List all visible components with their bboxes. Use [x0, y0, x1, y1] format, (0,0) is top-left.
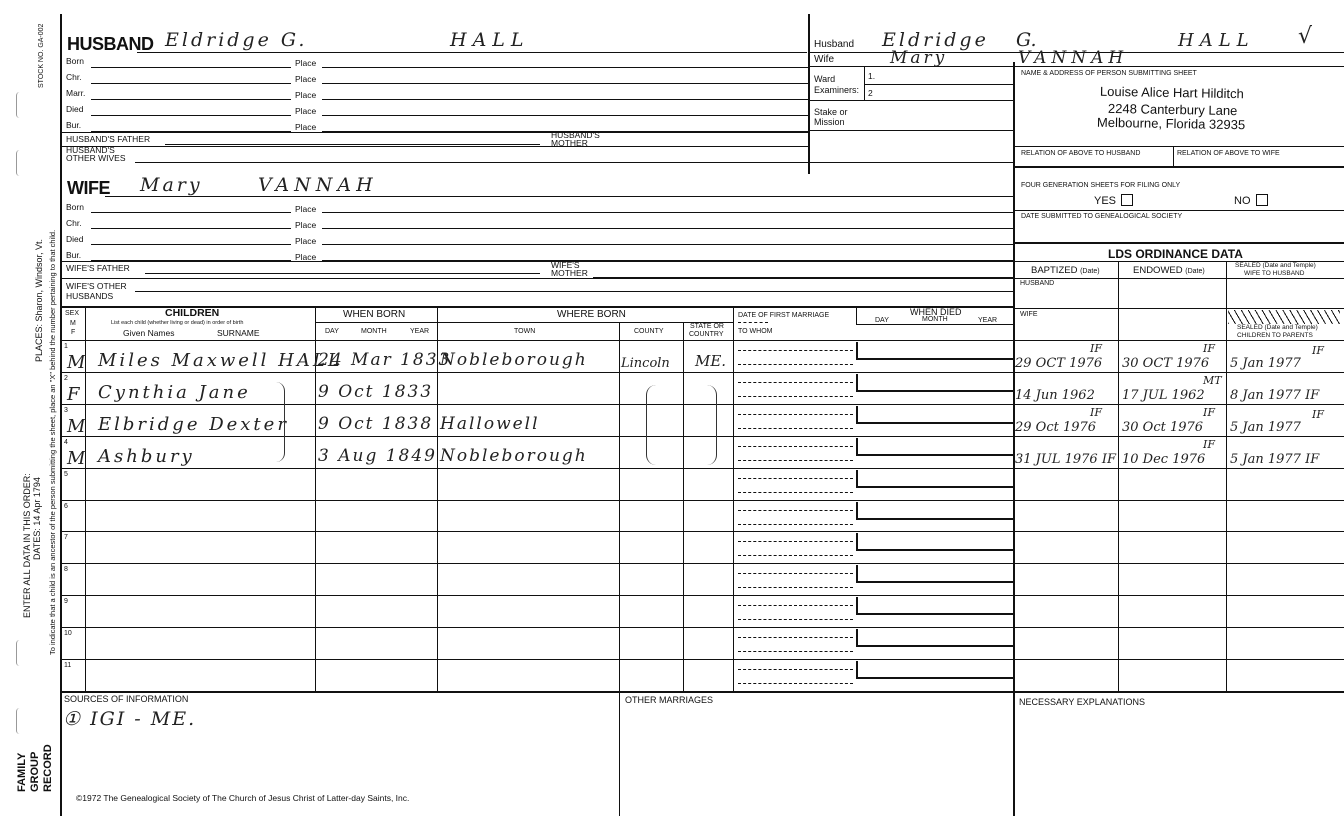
ditto-bracket [706, 385, 717, 465]
rt-wife-given: Mary [890, 48, 948, 68]
wife-2-place-line [322, 244, 1013, 245]
child-sex: M [67, 352, 86, 373]
husband-3-place-line [322, 115, 809, 116]
marriage-date-dash [738, 350, 853, 351]
to-whom-dash [738, 364, 853, 365]
born-day-label: DAY [325, 328, 339, 335]
child-endowed-tag: IF [1203, 405, 1215, 419]
child-sex: F [67, 383, 80, 405]
child-sealed-tag: IF [1312, 344, 1324, 357]
to-whom-label: TO WHOM [738, 328, 773, 335]
child-number: 9 [64, 598, 68, 606]
wife-0-place-label: Place [295, 204, 317, 214]
to-whom-dash [738, 555, 853, 556]
dates-note: DATES: 14 Apr 1794 [32, 477, 42, 560]
table-row [60, 563, 1344, 595]
table-row [60, 468, 1344, 500]
punch-hole [16, 640, 23, 666]
examiner-num-1: 1. [868, 71, 876, 81]
husband-parents-divider [60, 146, 809, 147]
county-label: COUNTY [634, 328, 664, 335]
to-whom-dash [738, 492, 853, 493]
wife-event-line [60, 261, 1013, 262]
died-box [856, 597, 1014, 615]
marriage-date-dash [738, 446, 853, 447]
wife-0-label: Born [66, 202, 84, 212]
wife-0-place-line [322, 212, 1013, 213]
husband-1-place-label: Place [295, 74, 317, 84]
punch-hole [16, 92, 23, 118]
husband-0-date-line [91, 67, 291, 68]
husband-mother-label-1: HUSBAND'S [551, 130, 600, 140]
wife-mother-label-1: WIFE'S [551, 260, 580, 270]
to-whom-dash [738, 619, 853, 620]
husband-4-label: Bur. [66, 120, 82, 130]
child-number: 1 [64, 343, 68, 350]
wife-1-place-label: Place [295, 220, 317, 230]
surname-label: SURNAME [217, 328, 260, 338]
relation-divider [1173, 146, 1174, 166]
when-born-label: WHEN BORN [343, 309, 406, 320]
baptized-text: BAPTIZED [1031, 265, 1078, 276]
to-whom-dash [738, 683, 853, 684]
sealed-hatch [1228, 310, 1340, 324]
yes-checkbox[interactable] [1121, 194, 1133, 206]
wife-given-name: Mary [140, 174, 203, 196]
child-number: 8 [64, 566, 68, 574]
sources-label: SOURCES OF INFORMATION [64, 694, 189, 704]
died-box [856, 661, 1014, 679]
husband-0-place-label: Place [295, 58, 317, 68]
wife-other-husbands-line [135, 291, 1013, 292]
wife-mother-label-2: MOTHER [551, 268, 588, 278]
marriage-date-dash [738, 541, 853, 542]
died-year-label: YEAR [978, 317, 998, 324]
examiners-label: Examiners: [814, 85, 860, 95]
given-names-label: Given Names [123, 328, 175, 338]
submitter-line-3: Melbourne, Florida 32935 [1096, 114, 1246, 133]
died-box [856, 565, 1014, 583]
husband-name-line [137, 52, 807, 53]
no-checkbox[interactable] [1256, 194, 1268, 206]
table-row [60, 531, 1344, 563]
table-row [60, 595, 1344, 627]
sources-value: ① IGI - ME. [63, 708, 197, 730]
child-county: Lincoln [621, 356, 670, 371]
child-sealed-tag: IF [1312, 407, 1324, 421]
center-divider [808, 14, 810, 174]
child-endowed: 10 Dec 1976 [1122, 451, 1206, 467]
relation-bottom [1013, 166, 1344, 168]
child-number: 4 [64, 438, 68, 446]
family-group-record-2: GROUP [29, 751, 41, 792]
marriage-date-dash [738, 637, 853, 638]
husband-event-line [60, 132, 809, 133]
sealed-ctp-label-2: CHILDREN TO PARENTS [1237, 332, 1313, 339]
died-box [856, 629, 1014, 647]
four-gen-bottom [1013, 210, 1344, 211]
child-name: Ashbury [98, 445, 195, 467]
sex-label: SEX [65, 310, 80, 317]
child-endowed-tag: IF [1203, 437, 1215, 451]
born-month-label: MONTH [361, 328, 387, 335]
rt-check-mark: √ [1298, 24, 1313, 49]
lds-title: LDS ORDINANCE DATA [1108, 247, 1243, 261]
submitter-line-1: Louise Alice Hart Hilditch [1099, 83, 1244, 102]
child-number: 11 [64, 662, 72, 669]
child-endowed: 17 JUL 1962 [1122, 387, 1205, 403]
wife-father-label: WIFE'S FATHER [66, 263, 130, 273]
marriage-date-dash [738, 573, 853, 574]
wife-other-husbands-label-1: WIFE'S OTHER [66, 281, 127, 291]
wife-1-date-line [91, 228, 291, 229]
table-row [60, 627, 1344, 659]
husband-given-name: Eldridge G. [165, 29, 308, 51]
necessary-explanations-label: NECESSARY EXPLANATIONS [1019, 697, 1146, 707]
punch-hole [16, 708, 23, 734]
child-number: 3 [64, 406, 68, 414]
wife-1-place-line [322, 228, 1013, 229]
to-whom-dash [738, 524, 853, 525]
first-marriage-label: DATE OF FIRST MARRIAGE [738, 312, 830, 319]
stake-label-1: Stake or [814, 107, 848, 117]
wife-father-line [145, 273, 540, 274]
died-box [856, 502, 1014, 520]
col-marriage [856, 306, 857, 324]
husband-father-line [165, 144, 540, 145]
child-sex: M [67, 415, 86, 437]
husband-surname: HALL [450, 29, 530, 51]
child-name: Elbridge Dexter [98, 413, 289, 435]
wife-1-label: Chr. [66, 218, 82, 228]
endowed-label [1133, 266, 1205, 276]
four-gen-no: NO [1234, 195, 1251, 207]
child-born: 9 Oct 1838 [318, 413, 434, 434]
child-baptized: 14 Jun 1962 [1015, 387, 1095, 403]
stake-label-2: Mission [814, 117, 845, 127]
child-name: Cynthia Jane [98, 381, 251, 403]
state-label-2: COUNTRY [689, 331, 724, 338]
to-whom-dash [738, 651, 853, 652]
copyright: ©1972 The Genealogical Society of The Church of Jesus Christ of Latter-day Saints, Inc. [76, 793, 410, 803]
lds-husband-label: HUSBAND [1020, 280, 1055, 287]
husband-2-date-line [91, 99, 291, 100]
enter-order-note: ENTER ALL DATA IN THIS ORDER: [22, 473, 32, 618]
child-baptized-tag: IF [1090, 405, 1102, 419]
wife-surname: VANNAH [258, 174, 378, 196]
child-endowed-tag: MT [1203, 373, 1222, 387]
wife-3-place-label: Place [295, 252, 317, 262]
child-number: 10 [64, 630, 72, 638]
state-label-1: STATE OR [690, 323, 724, 330]
town-label: TOWN [514, 328, 536, 335]
child-baptized: 31 JUL 1976 IF [1015, 451, 1116, 467]
where-born-label: WHERE BORN [557, 309, 626, 320]
husband-4-place-label: Place [295, 122, 317, 132]
child-baptized: 29 OCT 1976 [1015, 356, 1103, 371]
sex-f-label: F [71, 329, 76, 336]
sealed-ctp-label-1: SEALED (Date and Temple) [1237, 324, 1318, 331]
child-town: Hallowell [440, 413, 540, 434]
marriage-date-dash [738, 414, 853, 415]
places-note: PLACES: Sharon, Windsor, Vt. [34, 238, 44, 362]
wife-2-date-line [91, 244, 291, 245]
submitter-line-2: 2248 Canterbury Lane [1107, 100, 1238, 119]
children-title: CHILDREN [165, 307, 220, 319]
child-town: Nobleborough [440, 445, 588, 466]
husband-1-label: Chr. [66, 72, 82, 82]
wife-2-label: Died [66, 234, 84, 244]
examiner-line-1 [864, 84, 1013, 85]
child-number: 5 [64, 470, 68, 478]
ancestor-instruction: To indicate that a child is an ancestor of the person submitting the sheet, place an "X" behind the number pertaining to that child. [48, 229, 57, 655]
child-name: Miles Maxwell HALL [98, 350, 343, 371]
wife-other-husbands-label-2: HUSBANDS [66, 291, 114, 301]
wife-name-line [105, 196, 1013, 197]
endowed-date: (Date) [1185, 268, 1205, 275]
husband-1-date-line [91, 83, 291, 84]
husband-3-place-label: Place [295, 106, 317, 116]
child-baptized-tag: IF [1090, 342, 1102, 355]
four-gen-label: FOUR GENERATION SHEETS FOR FILING ONLY [1021, 182, 1181, 189]
wife-2-place-label: Place [295, 236, 317, 246]
footer-top [60, 691, 1344, 693]
child-born: 3 Aug 1849 [318, 445, 437, 466]
child-endowed: 30 Oct 1976 [1122, 419, 1204, 435]
footer-divider [619, 691, 620, 816]
child-endowed: 30 OCT 1976 [1122, 356, 1210, 371]
rt-wife-surname: VANNAH [1018, 48, 1129, 68]
husband-other-wives-line [135, 162, 1013, 163]
four-gen-yes: YES [1094, 195, 1117, 207]
child-sealed: 5 Jan 1977 [1230, 356, 1301, 371]
relation-wife-label: RELATION OF ABOVE TO WIFE [1177, 150, 1280, 157]
stock-number: STOCK NO. GA-002 [38, 23, 45, 88]
husband-2-place-label: Place [295, 90, 317, 100]
child-number: 7 [64, 534, 68, 542]
marriage-date-dash [738, 478, 853, 479]
child-sealed: 5 Jan 1977 IF [1230, 451, 1320, 467]
died-box [856, 342, 1014, 360]
submitter-label: NAME & ADDRESS OF PERSON SUBMITTING SHEET [1021, 70, 1197, 77]
to-whom-dash [738, 396, 853, 397]
born-year-label: YEAR [410, 328, 430, 335]
to-whom-dash [738, 460, 853, 461]
husband-2-label: Marr. [66, 88, 86, 98]
marriage-date-dash [738, 510, 853, 511]
family-group-record-1: FAMILY [16, 752, 28, 792]
child-baptized: 29 Oct 1976 [1015, 419, 1097, 435]
died-box [856, 470, 1014, 488]
lds-husband-bottom [1013, 308, 1344, 309]
ditto-bracket [646, 385, 657, 465]
to-whom-dash [738, 428, 853, 429]
baptized-date: (Date) [1080, 268, 1100, 275]
child-state: ME. [695, 352, 727, 370]
husband-father-label: HUSBAND'S FATHER [66, 134, 151, 144]
examiner-line-2 [808, 100, 1013, 101]
lds-wife-label: WIFE [1020, 311, 1038, 318]
husband-label: HUSBAND [67, 34, 154, 54]
rt-husband-surname: HALL [1178, 30, 1255, 51]
stake-line [808, 130, 1013, 131]
date-submitted-bottom [1013, 242, 1344, 244]
marriage-date-dash [738, 605, 853, 606]
rt-husband-label: Husband [814, 39, 855, 50]
child-born: 24 Mar 1833 [318, 350, 452, 370]
sealed-wth-label-1: SEALED (Date and Temple) [1235, 262, 1316, 269]
wife-3-label: Bur. [66, 250, 82, 260]
husband-other-wives-label-2: OTHER WIVES [66, 153, 126, 163]
when-died-label: WHEN DIED [910, 307, 962, 317]
husband-0-place-line [322, 67, 809, 68]
child-born: 9 Oct 1833 [318, 381, 434, 402]
rt-husband-initial: G. [1016, 29, 1037, 51]
husband-0-label: Born [66, 56, 84, 66]
when-born-subline [315, 322, 733, 323]
rt-husband-given: Eldridge [882, 29, 989, 51]
child-town: Nobleborough [440, 350, 588, 370]
marriage-date-dash [738, 669, 853, 670]
baptized-label [1031, 266, 1100, 276]
child-sealed: 5 Jan 1977 [1230, 419, 1301, 435]
table-row [60, 659, 1344, 691]
submitter-bottom [1013, 146, 1344, 147]
rt-wife-label: Wife [814, 54, 834, 65]
punch-hole [16, 150, 23, 176]
ward-label: Ward [814, 74, 836, 84]
died-month-label: MONTH [922, 316, 948, 323]
children-instruction: List each child (whether living or dead) in order of birth [111, 320, 244, 326]
child-number: 2 [64, 374, 68, 382]
family-group-record-3: RECORD [42, 744, 54, 792]
lds-header-bottom [1013, 278, 1344, 279]
husband-1-place-line [322, 83, 809, 84]
to-whom-dash [738, 587, 853, 588]
relation-husband-label: RELATION OF ABOVE TO HUSBAND [1021, 150, 1141, 157]
husband-other-wives-label-1: HUSBAND'S [66, 145, 115, 155]
husband-mother-label-2: MOTHER [551, 138, 588, 148]
died-box [856, 374, 1014, 392]
died-box [856, 533, 1014, 551]
sealed-wth-label-2: WIFE TO HUSBAND [1244, 270, 1305, 277]
first-marriage-dash [738, 322, 768, 323]
wife-parents-divider [60, 278, 1013, 279]
child-sealed: 8 Jan 1977 IF [1230, 387, 1320, 403]
child-number: 6 [64, 502, 68, 510]
endowed-text: ENDOWED [1133, 265, 1183, 276]
child-sex: M [67, 447, 86, 469]
sex-m-label: M [70, 320, 76, 327]
examiner-num-2: 2 [868, 88, 873, 98]
rt-wife-line [808, 66, 1344, 67]
husband-3-date-line [91, 115, 291, 116]
wife-0-date-line [91, 212, 291, 213]
ditto-bracket [276, 382, 285, 462]
wife-label: WIFE [67, 178, 110, 198]
when-died-subline [856, 324, 1013, 325]
husband-3-label: Died [66, 104, 84, 114]
table-row [60, 500, 1344, 532]
husband-2-place-line [322, 99, 809, 100]
died-box [856, 406, 1014, 424]
child-endowed-tag: IF [1203, 342, 1215, 355]
marriage-date-dash [738, 382, 853, 383]
date-submitted-label: DATE SUBMITTED TO GENEALOGICAL SOCIETY [1021, 213, 1183, 220]
died-day-label: DAY [875, 317, 889, 324]
died-box [856, 438, 1014, 456]
other-marriages-label: OTHER MARRIAGES [625, 695, 714, 705]
